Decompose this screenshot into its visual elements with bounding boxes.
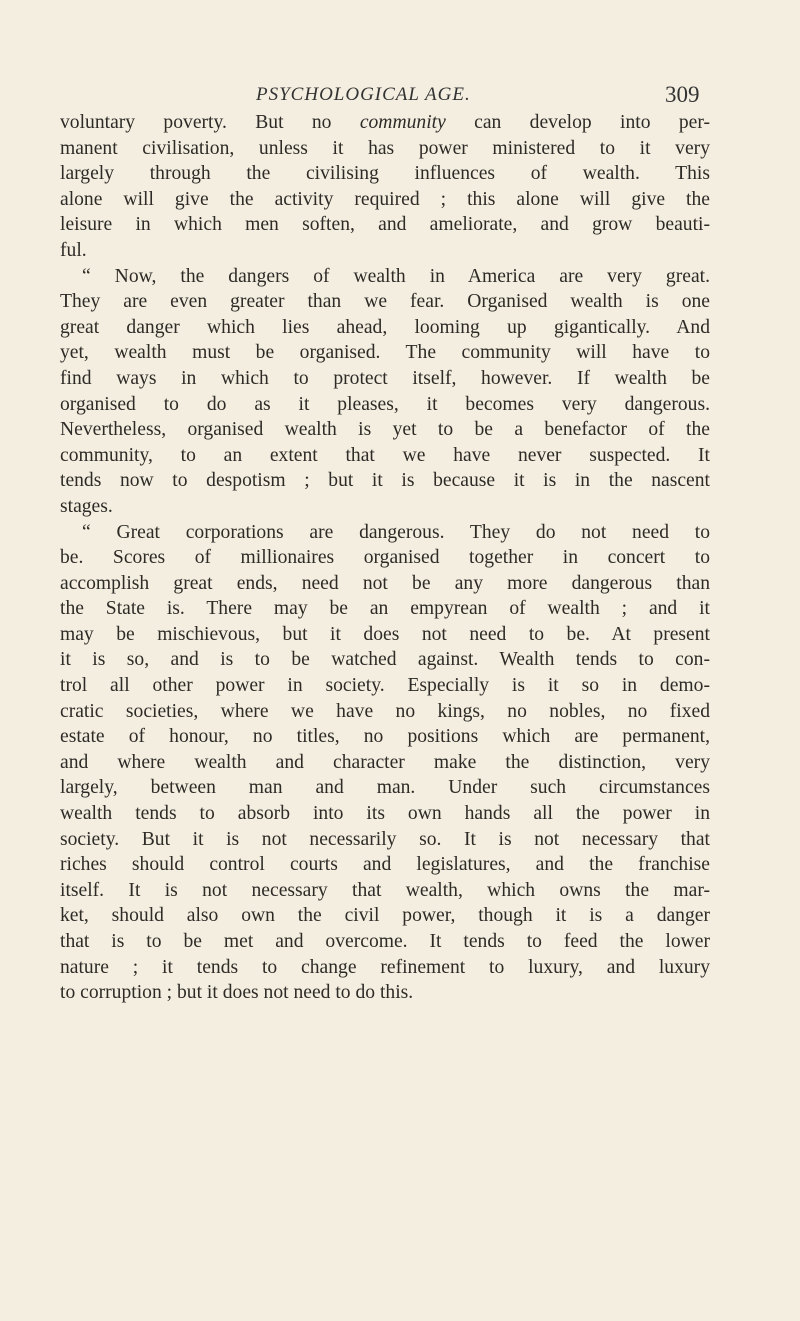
text-line: be. Scores of millionaires organised together in concert to <box>60 547 710 569</box>
text-line: it is so, and is to be watched against. Wealth tends to con- <box>60 649 710 671</box>
text-line: that is to be met and overcome. It tends to feed the lower <box>60 931 710 952</box>
text-line: They are even greater than we fear. Organised wealth is one <box>60 291 710 313</box>
text-line: nature ; it tends to change refinement to luxury, and luxury <box>60 956 710 978</box>
text-line: cratic societies, where we have no kings, no nobles, no fixed <box>60 700 710 722</box>
text-line: largely through the civilising influences of wealth. This <box>60 163 710 185</box>
text-line: to corruption ; but it does not need to do this. <box>60 982 414 1004</box>
text-line: ful. <box>60 239 87 261</box>
page-number: 309 <box>665 82 700 107</box>
text-line: great danger which lies ahead, looming up gigantically. And <box>60 316 710 338</box>
text-line: ket, should also own the civil power, though it is a danger <box>60 905 710 927</box>
text-line: yet, wealth must be organised. The community will have to <box>60 342 710 364</box>
text-line: and where wealth and character make the distinction, very <box>60 751 710 773</box>
text-line: stages. <box>60 495 113 517</box>
text-line: largely, between man and man. Under such circumstances <box>60 777 710 799</box>
text-line: itself. It is not necessary that wealth, which owns the mar- <box>60 879 710 901</box>
text-line: “ Now, the dangers of wealth in America are very great. <box>82 265 710 287</box>
text-line: the State is. There may be an empyrean of wealth ; and it <box>60 598 710 620</box>
text-line: alone will give the activity required ; this alone will give the <box>60 188 710 210</box>
text-line: community, to an extent that we have never suspected. It <box>60 444 710 466</box>
text-line: estate of honour, no titles, no positions which are permanent, <box>60 726 710 748</box>
text-line: may be mischievous, but it does not need to be. At present <box>60 623 710 645</box>
text-line: leisure in which men soften, and ameliorate, and grow beauti- <box>60 214 710 236</box>
text-line: tends now to despotism ; but it is because it is in the nascent <box>60 470 710 492</box>
text-line: “ Great corporations are dangerous. They do not need to <box>82 521 710 543</box>
text-line: society. But it is not necessarily so. It is not necessary that <box>60 828 710 850</box>
text-line: organised to do as it pleases, it becomes very dangerous. <box>60 393 710 415</box>
text-line: riches should control courts and legislatures, and the franchise <box>60 854 710 876</box>
text-line: voluntary poverty. But no community can develop into per- <box>60 112 710 133</box>
emphasis-text: community <box>359 112 446 133</box>
text-line: Nevertheless, organised wealth is yet to be a benefactor of the <box>60 419 710 441</box>
body-text <box>60 110 710 1006</box>
text-line: manent civilisation, unless it has power ministered to it very <box>60 137 710 159</box>
text-line: accomplish great ends, need not be any more dangerous than <box>60 572 710 594</box>
text-line: find ways in which to protect itself, however. If wealth be <box>60 367 710 389</box>
text-line: wealth tends to absorb into its own hands all the power in <box>60 803 710 825</box>
text-line: trol all other power in society. Especially is it so in demo- <box>60 675 710 697</box>
running-head: PSYCHOLOGICAL AGE. <box>256 84 471 105</box>
